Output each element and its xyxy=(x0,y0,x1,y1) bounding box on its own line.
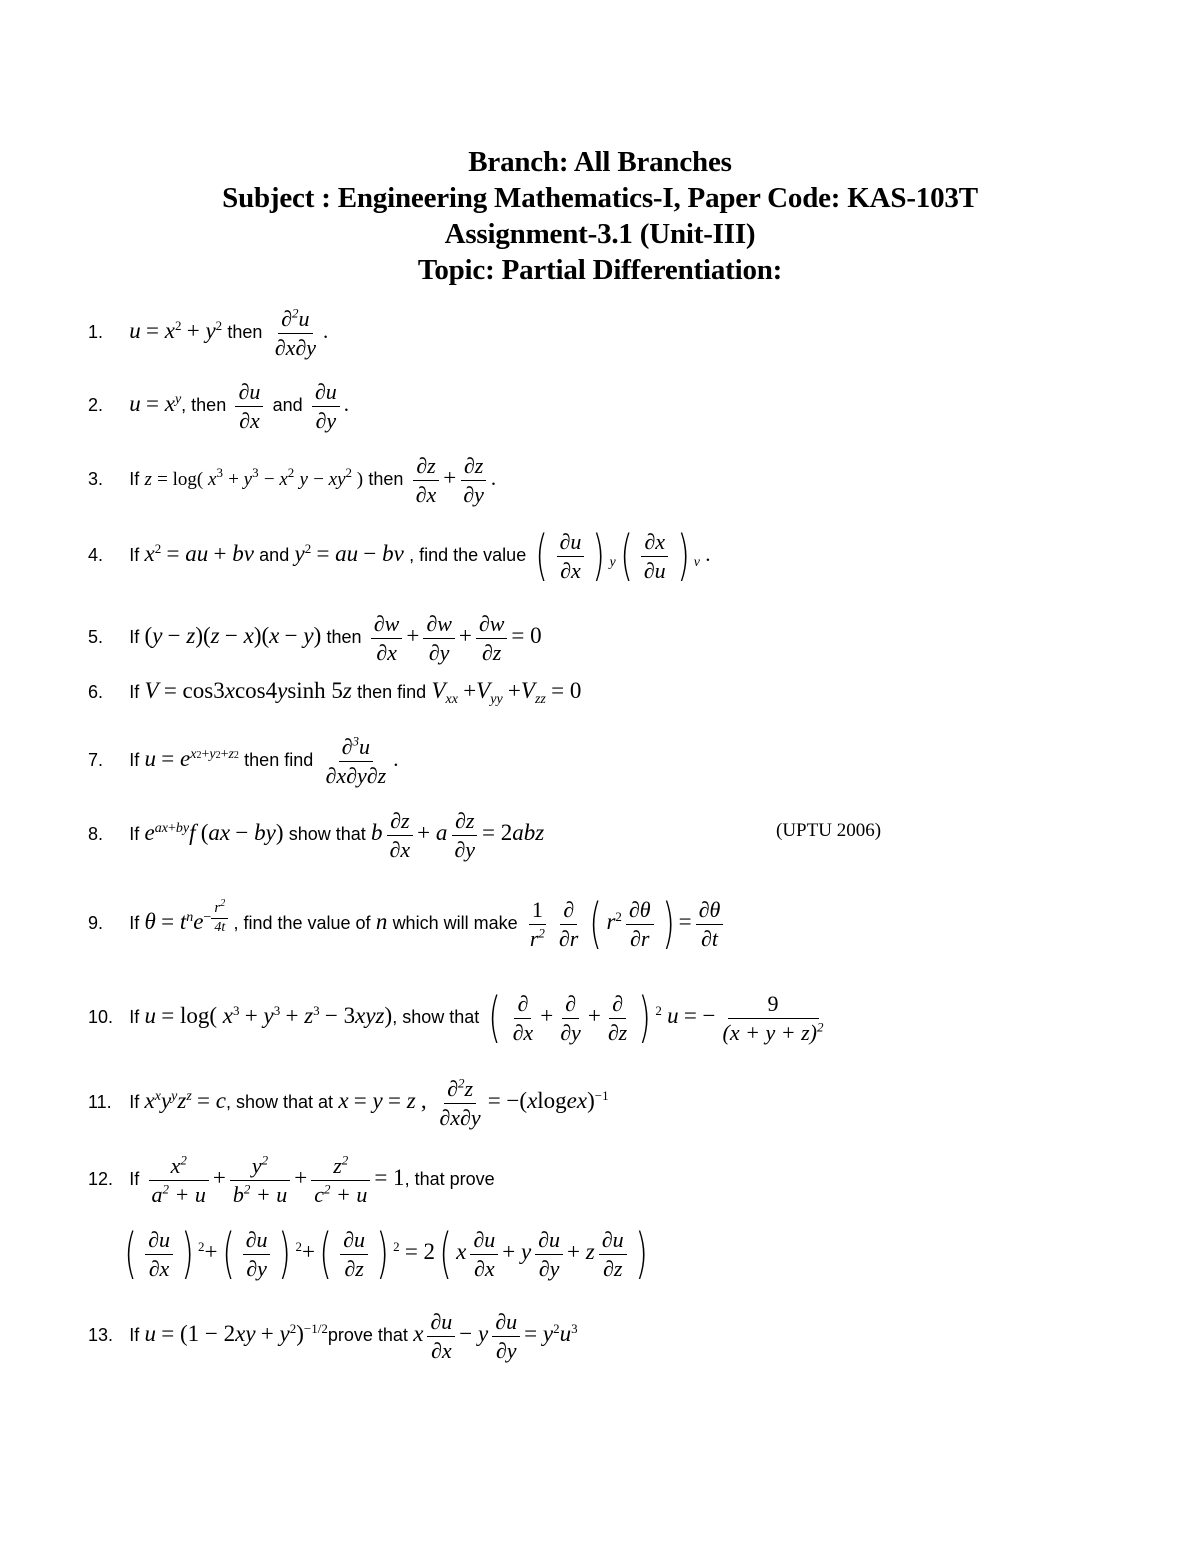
question-text: If xyxy=(129,912,140,933)
question-number: 1. xyxy=(88,321,104,342)
fraction: $\frac{\partial u}{\partial z}$ xyxy=(340,1226,368,1282)
question-8: 8. If $e^{ax+by}f$ (ax − by) show that b $\frac{\partial z}{\partial x}$ + a $\frac{\partial z}{\partial y}$ = 2abz xyxy=(88,808,545,862)
question-11: 11. If $x^xy^yz^z = c$, show that at x = y = z , $\frac{\partial^2z}{\partial x\partial y}$ = −(xlogex)$^{-1}$ xyxy=(88,1075,609,1130)
question-text: If xyxy=(129,626,140,647)
question-text: show that xyxy=(288,823,366,844)
fraction: $\frac{\partial u}{\partial y}$ xyxy=(492,1308,520,1364)
question-number: 6. xyxy=(88,682,104,702)
fraction: $\frac{\partial\theta}{\partial r}$ xyxy=(626,896,654,952)
question-number: 3. xyxy=(88,468,104,489)
question-number: 5. xyxy=(88,626,104,647)
question-number: 7. xyxy=(88,749,104,770)
question-number: 10. xyxy=(88,1006,114,1027)
question-text: which will make xyxy=(392,912,518,933)
fraction: $\frac{\partial u}{\partial x}$ xyxy=(557,528,585,584)
question-text: prove that xyxy=(327,1324,408,1345)
exponent-fraction: $\frac{r^2}{4t}$ xyxy=(211,899,228,936)
fraction: $\frac{\partial^3u}{\partial x\partial y\partial z}$ xyxy=(325,733,387,788)
question-text: If xyxy=(129,1324,140,1345)
question-12-identity: ( $\frac{\partial u}{\partial x}$ ) $^2$+( $\frac{\partial u}{\partial y}$ ) $^2$+( $\frac{\partial u}{\partial z}$ ) $^2$ = 2( x $\frac{\partial u}{\partial x}$ + y $\frac{\partial u}{\partial y}$ + z $\frac{\partial u}{\partial z}$ ) xyxy=(124,1221,648,1285)
question-number: 11. xyxy=(88,1091,112,1112)
fraction: $\frac{\partial w}{\partial x}$ xyxy=(371,610,403,666)
fraction: $\frac{\partial z}{\partial x}$ xyxy=(413,452,440,508)
fraction: $\frac{9}{(x + y + z)^2}$ xyxy=(722,991,824,1045)
question-number: 4. xyxy=(88,544,104,565)
question-text: , then xyxy=(181,394,227,415)
question-2: 2. $u = x^y$, then $\frac{\partial u}{\partial x}$ and $\frac{\partial u}{\partial y}$ . xyxy=(88,379,350,433)
fraction: $\frac{\partial u}{\partial x}$ xyxy=(235,378,263,434)
fraction: $\frac{\partial w}{\partial z}$ xyxy=(476,610,508,666)
fraction: $\frac{\partial}{\partial r}$ xyxy=(558,897,579,951)
fraction: $\frac{\partial z}{\partial y}$ xyxy=(460,452,487,508)
fraction: $\frac{\partial}{\partial z}$ xyxy=(607,991,628,1045)
question-text: , show that at xyxy=(226,1091,334,1112)
question-13: 13. If $u = (1 - 2xy + y^2)^{-1/2}prove$ that x $\frac{\partial u}{\partial x}$ − y $\frac{\partial u}{\partial y}$ = $y^2u^3$ xyxy=(88,1309,578,1363)
assignment-heading: Assignment-3.1 (Unit-III) xyxy=(444,218,756,250)
fraction: $\frac{z^2}{c^2 + u}$ xyxy=(311,1152,370,1208)
question-text: then find xyxy=(357,682,427,702)
fraction: $\frac{\partial w}{\partial y}$ xyxy=(423,610,455,666)
question-1: 1. $u = x^2 + y^2$ then $\frac{\partial^2u}{\partial x\partial y}$ . xyxy=(88,305,329,360)
question-text: If xyxy=(129,823,140,844)
question-text: If xyxy=(129,749,140,770)
fraction: $\frac{\partial u}{\partial z}$ xyxy=(599,1226,627,1282)
question-text: then xyxy=(326,626,362,647)
question-3: 3. If z = log( $x^3 + y^3 - x^2$ $y - xy^2$ ) then $\frac{\partial z}{\partial x}$ + $\frac{\partial z}{\partial y}$ . xyxy=(88,453,497,507)
fraction: $\frac{\partial u}{\partial y}$ xyxy=(312,378,340,434)
fraction: $\frac{\partial}{\partial y}$ xyxy=(560,991,581,1045)
question-text: If xyxy=(129,1091,140,1112)
question-text: If xyxy=(129,1006,140,1027)
fraction: $\frac{\partial u}{\partial y}$ xyxy=(535,1226,563,1282)
fraction: $\frac{\partial u}{\partial x}$ xyxy=(470,1226,498,1282)
question-text: , show that xyxy=(392,1006,480,1027)
fraction: $\frac{\partial\theta}{\partial t}$ xyxy=(696,896,724,952)
question-text: then find xyxy=(244,749,314,770)
question-number: 2. xyxy=(88,394,104,415)
fraction: $\frac{\partial}{\partial x}$ xyxy=(512,991,534,1045)
question-text: , that prove xyxy=(404,1168,495,1189)
question-text: If xyxy=(129,1168,140,1189)
fraction: $\frac{\partial z}{\partial y}$ xyxy=(451,807,478,863)
question-number: 9. xyxy=(88,912,104,933)
fraction: $\frac{\partial z}{\partial x}$ xyxy=(387,807,414,863)
question-4: 4. If $x^2$ = au + bv and $y^2$ = au − bv , find the value ( $\frac{\partial u}{\partial x}$ ) $_y$( $\frac{\partial x}{\partial u}$ ) $_v$ . xyxy=(88,523,711,587)
question-text: If xyxy=(129,682,140,702)
question-text: , find the value of xyxy=(233,912,371,933)
branch-heading: Branch: All Branches xyxy=(468,146,732,178)
question-number: 12. xyxy=(88,1168,114,1189)
question-9: 9. If $\theta = t^ne^{- \frac{r^2}{4t}}$ , find the value of n which will make $\frac{1}{r^2}$ $\frac{\partial}{\partial r}$ ( $r^2$ $\frac{\partial\theta}{\partial r}$ ) = $\frac{\partial\theta}{\partial t}$ xyxy=(88,896,727,952)
fraction: $\frac{\partial^2u}{\partial x\partial y}$ xyxy=(274,305,316,360)
fraction: $\frac{y^2}{b^2 + u}$ xyxy=(230,1152,290,1208)
question-text: If xyxy=(129,544,140,565)
fraction: $\frac{x^2}{a^2 + u}$ xyxy=(149,1152,209,1208)
question-text: If xyxy=(129,468,140,489)
question-text: , find the value xyxy=(409,544,527,565)
question-text: and xyxy=(259,544,290,565)
fraction: $\frac{\partial u}{\partial x}$ xyxy=(145,1226,173,1282)
fraction: $\frac{\partial u}{\partial x}$ xyxy=(427,1308,455,1364)
question-6: 6. If V = cos3xcos4ysinh 5z then find $V_{xx} +V_{yy} +V_{zz} = 0$ xyxy=(88,678,582,708)
question-text: and xyxy=(272,394,303,415)
fraction: $\frac{\partial x}{\partial u}$ xyxy=(641,528,669,584)
topic-heading: Topic: Partial Differentiation: xyxy=(417,254,783,286)
question-7: 7. If $u = e^{x2+y2+z2}$ then find $\frac{\partial^3u}{\partial x\partial y\partial z}$ . xyxy=(88,733,399,788)
question-5: 5. If (y − z)(z − x)(x − y) then $\frac{\partial w}{\partial x}$ + $\frac{\partial w}{\partial y}$ + $\frac{\partial w}{\partial z}$ = 0 xyxy=(88,611,542,665)
subject-heading: Subject : Engineering Mathematics-I, Paper Code: KAS-103T xyxy=(222,182,978,214)
question-number: 8. xyxy=(88,823,104,844)
fraction: $\frac{\partial^2z}{\partial x\partial y}$ xyxy=(439,1075,481,1130)
fraction: $\frac{\partial u}{\partial y}$ xyxy=(243,1226,271,1282)
question-text: then xyxy=(227,321,263,342)
reference-note: (UPTU 2006) xyxy=(776,820,882,841)
question-number: 13. xyxy=(88,1324,114,1345)
question-10: 10. If u = log( $x^3 + y^3 + z^3 - 3xyz$), show that ( $\frac{\partial}{\partial x}$ + $\frac{\partial}{\partial y}$ + $\frac{\partial}{\partial z}$ ) $^2$ u = − $\frac{9}{(x + y + z)^2}$ xyxy=(88,990,830,1046)
question-text: then xyxy=(368,468,404,489)
fraction: $\frac{1}{r^2}$ xyxy=(529,897,545,951)
question-12: 12. If $\frac{x^2}{a^2 + u}$ + $\frac{y^2}{b^2 + u}$ + $\frac{z^2}{c^2 + u}$ = 1, that prove xyxy=(88,1152,495,1207)
